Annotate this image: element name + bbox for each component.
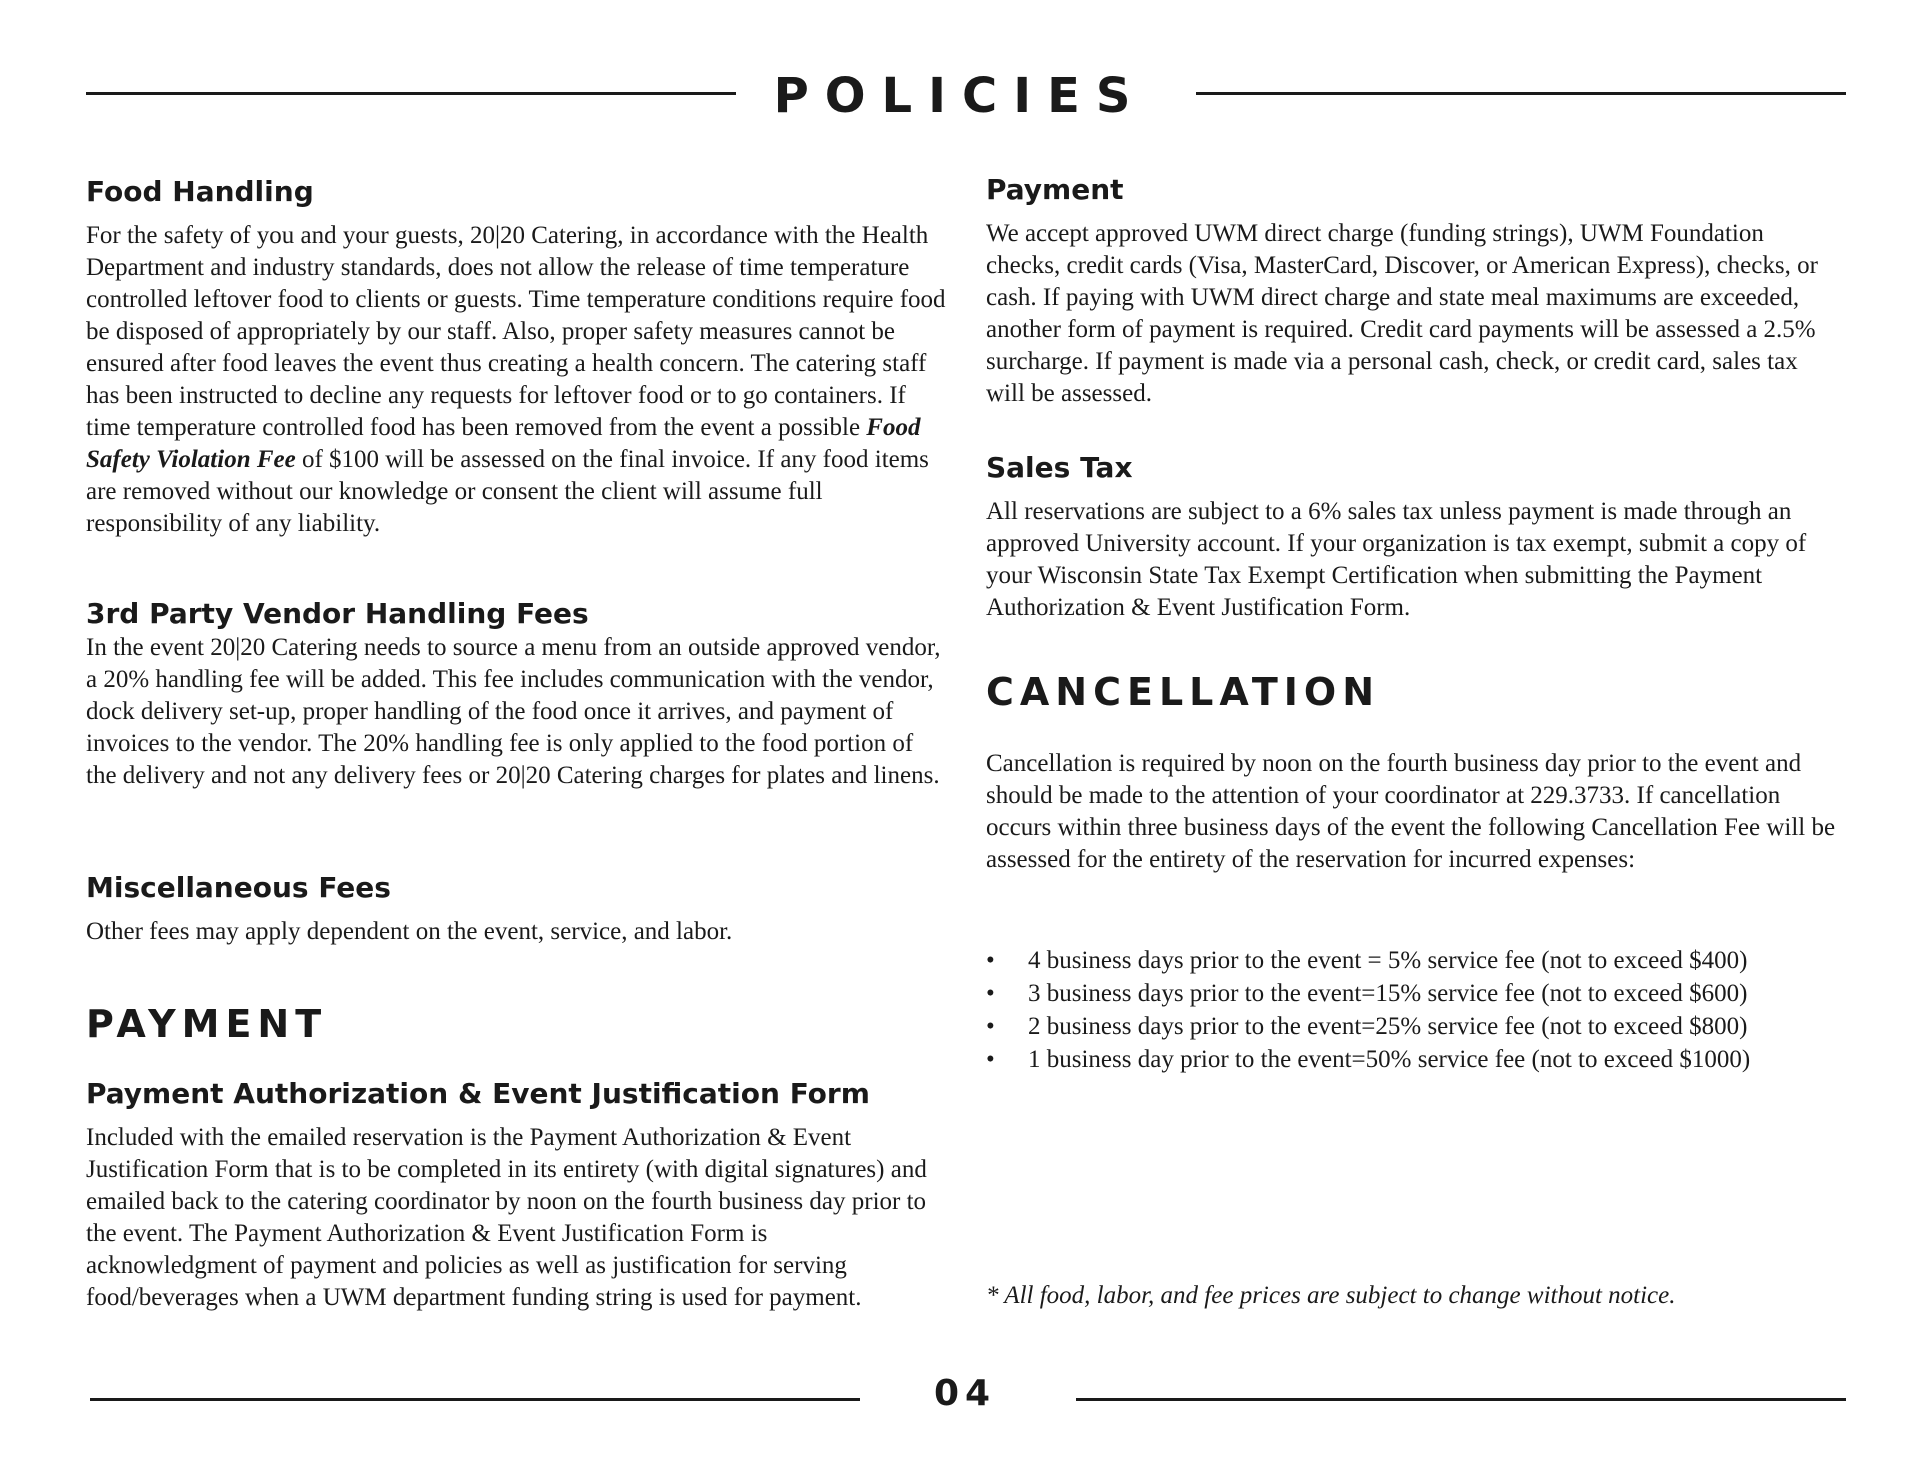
cancellation-text: Cancellation is required by noon on the fourth business day prior to the event and should be made to the attention of your coordinator at 229.3733. If cancellation occurs within three business days of the event the following Cancellation Fee will be assessed for the entirety of the reservation for incurred expenses: [986, 750, 1836, 873]
payment-form-heading: Payment Authorization & Event Justification Form [86, 1077, 870, 1110]
misc-fees-section [86, 870, 946, 948]
sales-tax-heading: Sales Tax [986, 451, 1133, 484]
payment-text: We accept approved UWM direct charge (funding strings), UWM Foundation checks, credit cards (Visa, MasterCard, Discover, or American Express), checks, or cash. If paying with UWM direct charge and state meal maximums are exceeded, another form of payment is required. Credit card payments will be assessed a 2.5% surcharge. If payment is made via a personal cash, check, or credit card, sales tax will be assessed. [986, 220, 1818, 407]
list-item: • 2 business days prior to the event=25% service fee (not to exceed $800) [986, 1010, 1836, 1043]
sales-tax-section [986, 450, 1836, 624]
vendor-fees-text: In the event 20|20 Catering needs to source a menu from an outside approved vendor, a 20% handling fee will be added. This fee includes communication with the vendor, dock delivery set-up, proper handling of the food once it arrives, and payment of invoices to the vendor. The 20% handling fee is only applied to the food portion of the delivery and not any delivery fees or 20|20 Catering charges for plates and linens. [86, 634, 941, 789]
sales-tax-text: All reservations are subject to a 6% sales tax unless payment is made through an approved University account. If your organization is tax exempt, submit a copy of your Wisconsin State Tax Exempt Certification when submitting the Payment Authorization & Event Justification Form. [986, 498, 1807, 621]
list-item: • 1 business day prior to the event=50% service fee (not to exceed $1000) [986, 1043, 1836, 1076]
food-handling-text-start: For the safety of you and your guests, 20|20 Catering, in accordance with the Health Department and industry standards, does not allow the release of time temperature controlled leftover food to clients or guests. Time temperature conditions require food be disposed of appropriately by our staff. Also, proper safety measures cannot be ensured after food leaves the event thus creating a health concern. The catering staff has been instructed to decline any requests for leftover food or to go containers. If time temperature controlled food has been removed from the event a possible [86, 222, 946, 441]
payment-title-section [86, 1000, 946, 1048]
cancellation-fee-list-section [986, 944, 1836, 1076]
food-handling-heading: Food Handling [86, 175, 314, 208]
list-item: • 4 business days prior to the event = 5% service fee (not to exceed $400) [986, 944, 1836, 977]
payment-heading: Payment [986, 173, 1124, 206]
vendor-fees-section [86, 596, 946, 792]
footer-rule-left [90, 1398, 860, 1401]
cancellation-title: CANCELLATION [986, 670, 1380, 714]
price-disclaimer: * All food, labor, and fee prices are subject to change without notice. [986, 1282, 1676, 1309]
food-handling-text [86, 220, 946, 540]
food-handling-section [86, 174, 946, 540]
list-item: • 3 business days prior to the event=15% service fee (not to exceed $600) [986, 977, 1836, 1010]
payment-form-section [86, 1076, 946, 1314]
page-title: POLICIES [773, 68, 1147, 124]
food-handling-text-end: of $100 will be assessed on the final invoice. If any food items are removed without our knowledge or consent the client will assume full responsibility of any liability. [86, 446, 929, 537]
cancellation-title-section [986, 668, 1836, 716]
payment-section-title: PAYMENT [86, 1002, 328, 1046]
cancellation-fee-list [986, 944, 1836, 1076]
misc-fees-heading: Miscellaneous Fees [86, 871, 391, 904]
footer-rule-right [1076, 1398, 1846, 1401]
page-number: 04 [933, 1373, 997, 1414]
vendor-fees-heading: 3rd Party Vendor Handling Fees [86, 597, 589, 630]
cancellation-section [986, 748, 1836, 876]
food-safety-fee-emphasis: Food Safety Violation Fee [86, 414, 921, 473]
misc-fees-text: Other fees may apply dependent on the event, service, and labor. [86, 918, 733, 945]
header-rule-right [1196, 92, 1846, 95]
payment-form-text: Included with the emailed reservation is the Payment Authorization & Event Justification Form that is to be completed in its entirety (with digital signatures) and emailed back to the catering coordinator by noon on the fourth business day prior to the event. The Payment Authorization & Event Justification Form is acknowledgment of payment and policies as well as justification for serving food/beverages when a UWM department funding string is used for payment. [86, 1124, 927, 1311]
payment-section [986, 172, 1836, 410]
